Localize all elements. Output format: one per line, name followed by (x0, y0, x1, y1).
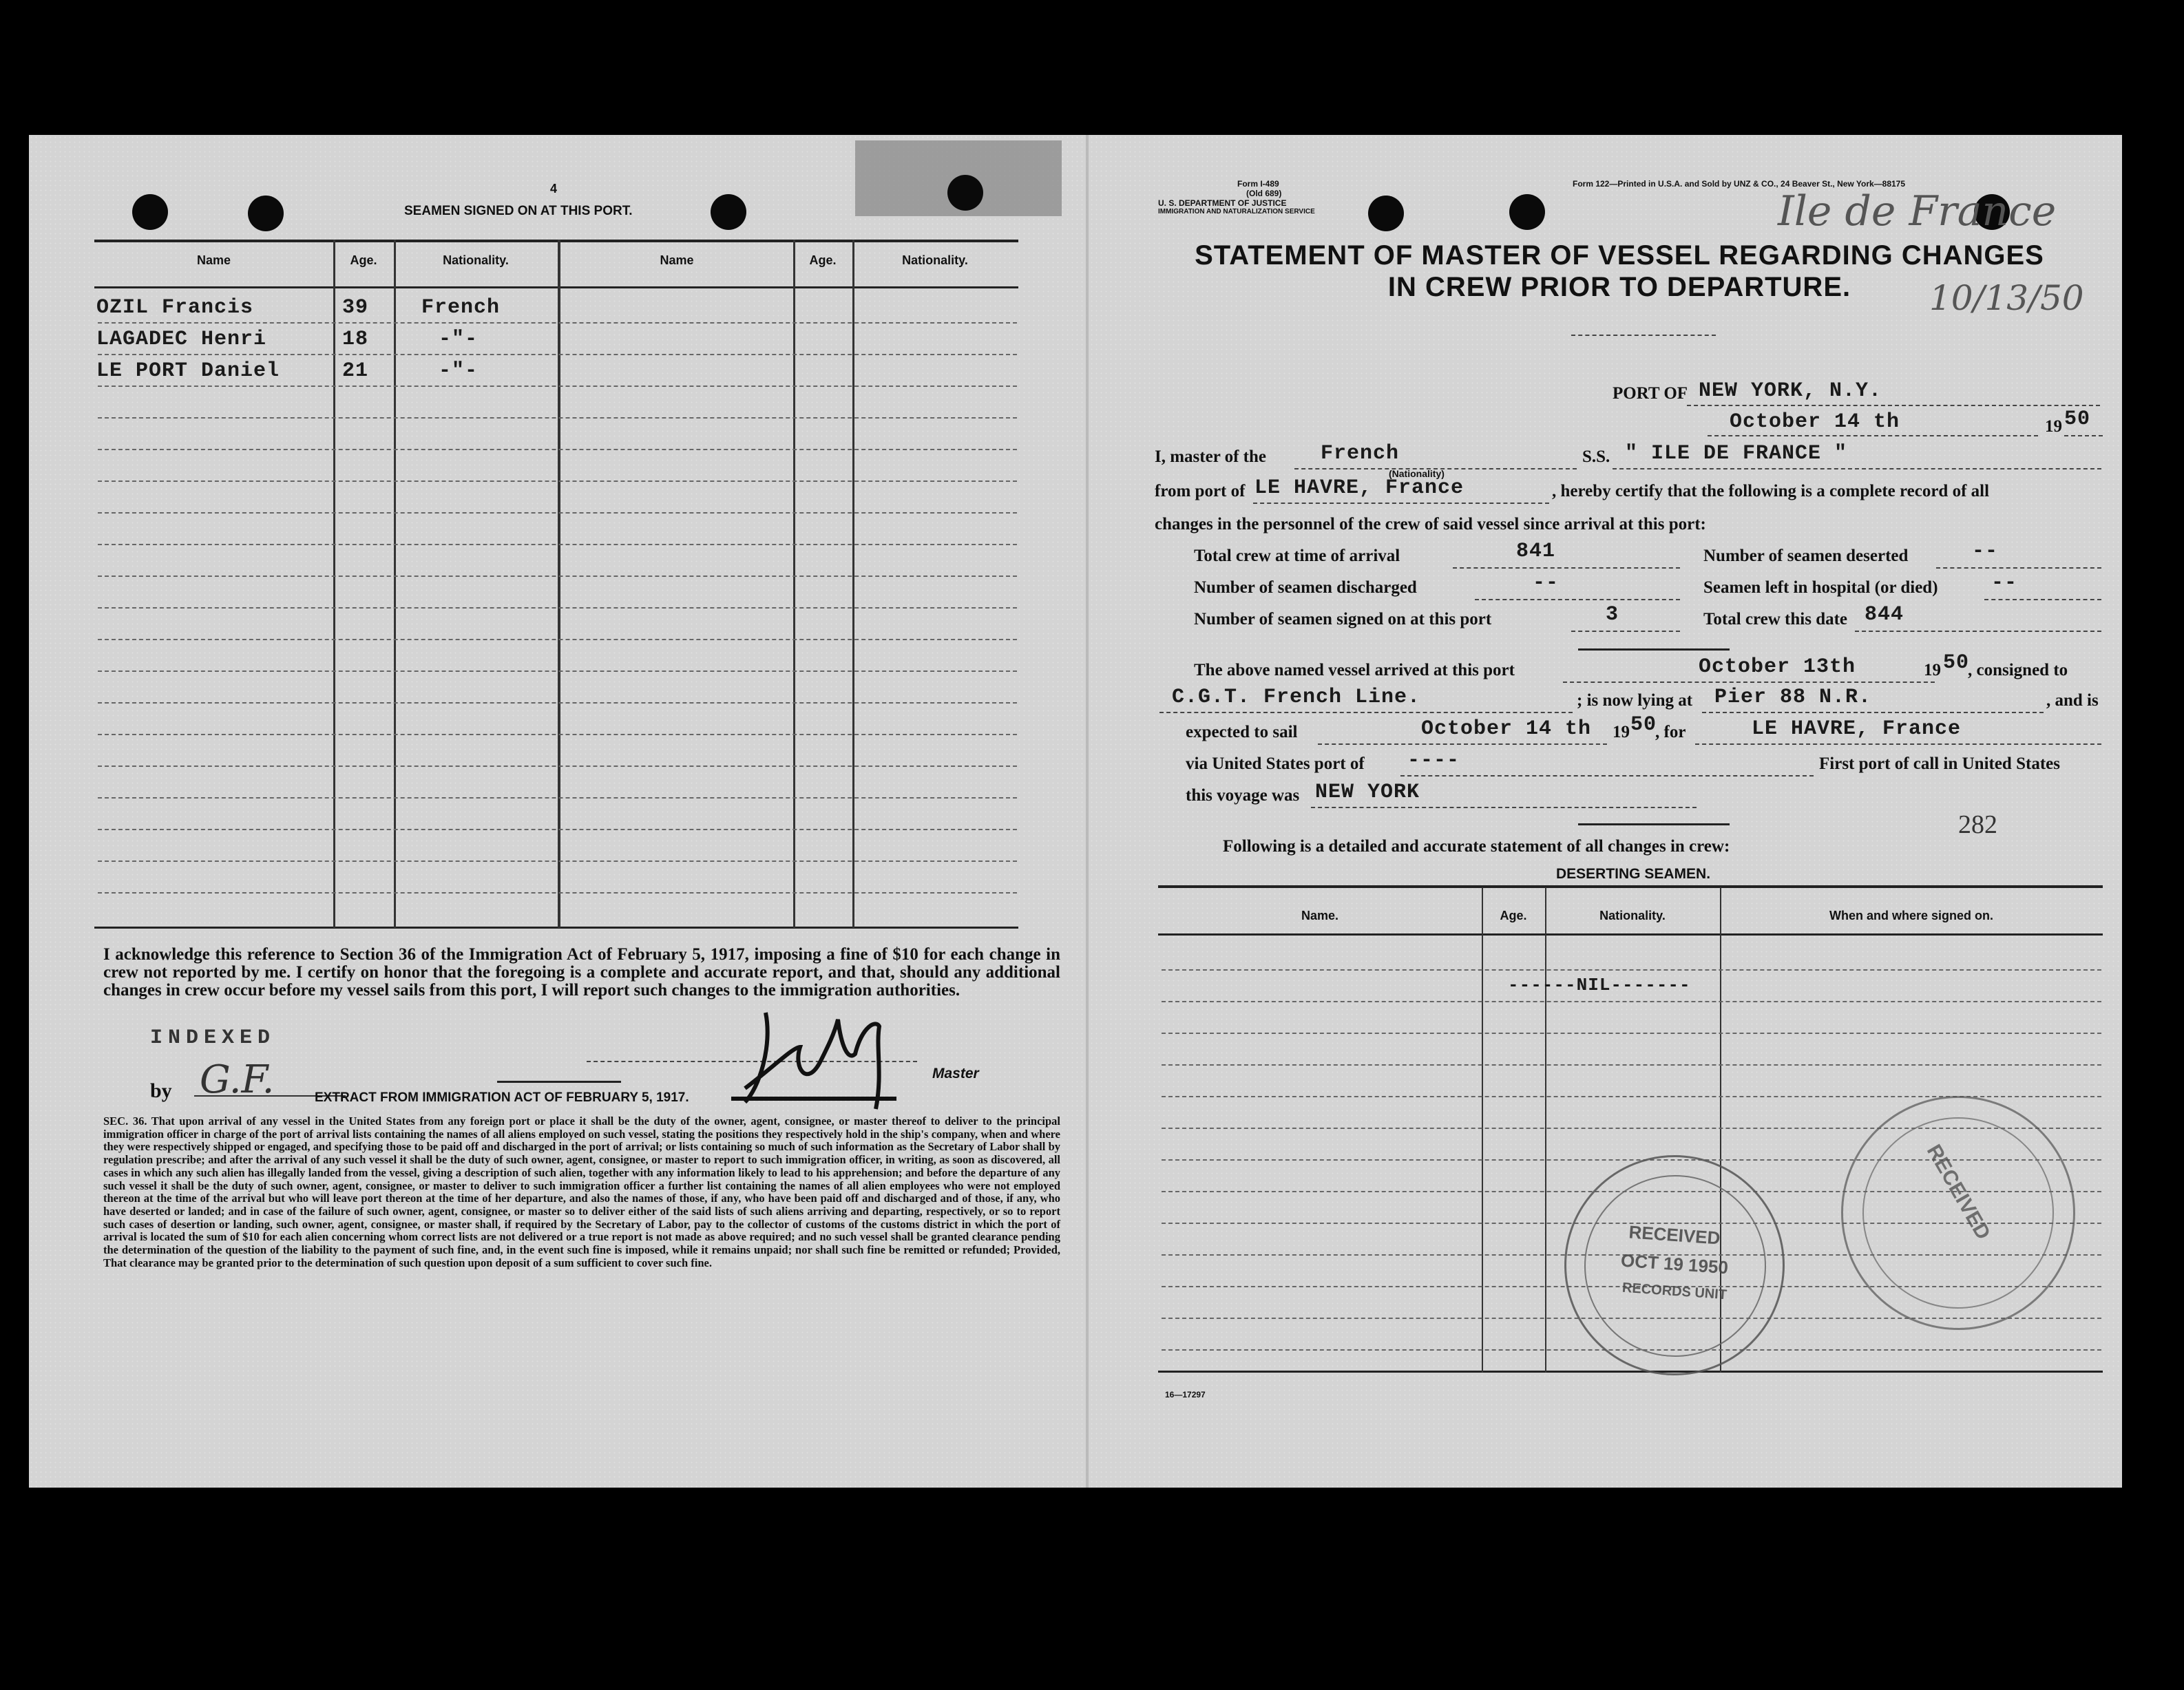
received-stamp (1564, 1155, 1785, 1375)
date-value: October 14 th (1730, 410, 1900, 434)
expected-year-label: 19 (1613, 723, 1630, 741)
acknowledgement-text: I acknowledge this reference to Section 36 of the Immigration Act of February 5, 1917, imposing a fine of $10 for each change in crew not reported by me. I certify on honor that the foregoing is a complete and accurate report, and that, should any additional changes in crew occur before my vessel sails from this port, I will report such changes to the immigration authorities. (103, 945, 1060, 1000)
voyage-value: NEW YORK (1315, 781, 1420, 804)
table-rule (1162, 1064, 2101, 1066)
deserting-title: DESERTING SEAMEN. (1556, 866, 1711, 882)
total-crew-date-value: 844 (1865, 603, 1904, 626)
lying-label: ; is now lying at (1577, 691, 1693, 710)
table-rule (98, 860, 1017, 862)
consignee-value: C.G.T. French Line. (1172, 686, 1421, 709)
punch-hole (1509, 194, 1545, 230)
table-rule (98, 385, 1017, 387)
indexed-stamp: INDEXED (150, 1026, 276, 1050)
indexed-by-label: by (150, 1079, 172, 1102)
first-port-label: First port of call in United States (1819, 754, 2060, 773)
table-rule (98, 512, 1017, 514)
table-rule (98, 829, 1017, 830)
total-crew-date-label: Total crew this date (1703, 610, 1848, 629)
table-rule (98, 354, 1017, 355)
via-label: via United States port of (1186, 754, 1365, 773)
table-row-nationality: French (421, 296, 501, 319)
for-label: , for (1655, 723, 1686, 741)
handwritten-vessel-name: Ile de France (1778, 187, 2057, 235)
table-row-nationality: -"- (439, 328, 479, 351)
hospital-label: Seamen left in hospital (or died) (1703, 578, 1938, 597)
seamen-deserted-label: Number of seamen deserted (1703, 547, 1909, 565)
section-36-text: SEC. 36. That upon arrival of any vessel in the United States from any foreign port or place it shall be the duty of the owner, agent, consignee, or master thereof to deliver to the principal immigration officer in charge of the port of arrival lists containing the names of all aliens employed on such vessel, stating the positions they respectively hold in the ship's company, when and where they were respectively shipped or engaged, and specifying those to be paid off and discharged in the port of arrival; or lists containing so much of such information as the Secretary of Labor shall by regulation prescribe; and after the arrival of any such vessel it shall be the duty of such owner, agent, consignee, or master to report to such immigration officer, in writing, as soon as discovered, all cases in which any such alien has illegally landed from the vessel, giving a description of such alien, together with any information likely to lead to his apprehension; and before the departure of any such vessel it shall be the duty of such owner, agent, consignee, or master to deliver to such immigration officer a further list containing the names of all alien employees who were not employed thereon at the time of the arrival but who will leave port thereon at the time of her departure, and also the names of those, if any, who have been paid off and discharged and of those, if any, who have deserted or landed; and in case of the failure of such owner, agent, consignee, or master so to deliver either of the said lists of such aliens arriving and departing, respectively, or so to report such cases of desertion or landing, such owner, agent, consignee, or master shall, if required by the Secretary of Labor, pay to the collector of customs of the customs district in which the port of arrival is located the sum of $10 for each alien concerning whom correct lists are not delivered or a true report is not made as above required; and no such vessel shall be granted clearance pending the determination of the question of the liability to the payment of such fine, and, in the event such fine is imposed, while it remains unpaid; nor shall such fine be remitted or refunded; Provided, That clearance may be granted prior to the determination of such question upon deposit of a sum sufficient to cover such fine. (103, 1115, 1060, 1269)
master-of-label: I, master of the (1155, 447, 1266, 466)
signed-on-label: Number of seamen signed on at this port (1194, 610, 1492, 629)
table-rule (1162, 1001, 2101, 1002)
nationality-caption: (Nationality) (1389, 468, 1445, 479)
port-of-value: NEW YORK, N.Y. (1699, 379, 1882, 403)
nationality-value: French (1321, 442, 1400, 465)
col-header-name-2: Name (660, 253, 694, 267)
table-row-name: OZIL Francis (96, 296, 254, 319)
seamen-discharged-label: Number of seamen discharged (1194, 578, 1417, 597)
page-fold (1086, 135, 1089, 1488)
table-rule (98, 544, 1017, 545)
from-port-value: LE HAVRE, France (1254, 476, 1464, 500)
form-old-number: (Old 689) (1246, 189, 1282, 198)
expected-value: October 14 th (1421, 717, 1592, 741)
table-rule (98, 892, 1017, 894)
statement-title-line1: STATEMENT OF MASTER OF VESSEL REGARDING CHANGES (1195, 240, 2044, 271)
master-signature (717, 1006, 917, 1123)
arrived-value: October 13th (1699, 655, 1856, 679)
desert-col-nationality: Nationality. (1599, 909, 1666, 922)
received-stamp-title: RECEIVED (1628, 1221, 1721, 1249)
following-text: Following is a detailed and accurate statement of all changes in crew: (1223, 837, 1730, 856)
col-header-nationality: Nationality. (443, 253, 509, 267)
handwritten-date: 10/13/50 (1929, 278, 2084, 318)
nil-entry: ------NIL------- (1508, 975, 1691, 995)
form-number: Form I-489 (1237, 179, 1279, 189)
seamen-discharged-value: -- (1533, 571, 1560, 595)
indexed-initials: G.F. (200, 1057, 275, 1102)
date-year-label: 19 (2045, 417, 2062, 436)
table-row-age: 21 (342, 359, 369, 383)
certify-text: , hereby certify that the following is a complete record of all (1552, 482, 1990, 500)
seamen-deserted-value: -- (1972, 540, 1999, 563)
left-header-title: SEAMEN SIGNED ON AT THIS PORT. (404, 204, 633, 218)
arrived-year-label: 19 (1924, 661, 1941, 679)
ss-label: S.S. (1582, 447, 1610, 466)
desert-col-age: Age. (1500, 909, 1527, 922)
changes-text: changes in the personnel of the crew of said vessel since arrival at this port: (1155, 515, 1706, 534)
total-crew-arrival-value: 841 (1516, 540, 1556, 563)
port-of-label: PORT OF (1613, 384, 1688, 403)
printer-note: Form 122—Printed in U.S.A. and Sold by UNZ & CO., 24 Beaver St., New York—88175 (1573, 179, 1906, 189)
signed-on-value: 3 (1606, 603, 1619, 626)
table-rule (98, 734, 1017, 735)
punch-hole (248, 196, 284, 231)
date-year-value: 50 (2064, 408, 2091, 431)
table-row-nationality: -"- (439, 359, 479, 383)
received-stamp-2-title: RECEIVED (1922, 1141, 1995, 1244)
ship-name-value: " ILE DE FRANCE " (1625, 442, 1848, 465)
footer-code: 16—17297 (1165, 1390, 1206, 1399)
table-rule (98, 607, 1017, 609)
page-number: 4 (550, 182, 558, 196)
punch-hole (132, 194, 168, 230)
department-name: U. S. DEPARTMENT OF JUSTICE (1158, 198, 1287, 208)
lying-value: Pier 88 N.R. (1714, 686, 1872, 709)
total-crew-arrival-label: Total crew at time of arrival (1194, 547, 1400, 565)
table-rule (98, 702, 1017, 704)
desert-col-name: Name. (1301, 909, 1339, 922)
table-rule (98, 797, 1017, 799)
and-is-label: , and is (2046, 691, 2099, 710)
table-rule (98, 322, 1017, 324)
consigned-label: , consigned to (1968, 661, 2068, 679)
col-header-nationality-2: Nationality. (902, 253, 968, 267)
file-number: 282 (1958, 810, 1997, 839)
for-value: LE HAVRE, France (1752, 717, 1962, 741)
received-stamp-2 (1841, 1096, 2075, 1330)
from-port-label: from port of (1155, 482, 1246, 500)
expected-year-value: 50 (1630, 713, 1657, 737)
punch-hole (947, 175, 983, 211)
received-stamp-date: OCT 19 1950 (1620, 1249, 1729, 1278)
table-rule (98, 480, 1017, 482)
col-header-age-2: Age. (809, 253, 837, 267)
table-rule (98, 670, 1017, 672)
table-rule (98, 765, 1017, 767)
table-rule (1162, 969, 2101, 971)
expected-label: expected to sail (1186, 723, 1298, 741)
table-row-age: 39 (342, 296, 369, 319)
table-row-name: LE PORT Daniel (96, 359, 280, 383)
arrived-year-value: 50 (1943, 651, 1970, 675)
statement-title-line2: IN CREW PRIOR TO DEPARTURE. (1387, 272, 1851, 302)
extract-title: EXTRACT FROM IMMIGRATION ACT OF FEBRUARY 5, 1917. (315, 1090, 689, 1105)
table-row-name: LAGADEC Henri (96, 328, 267, 351)
punch-hole (1368, 196, 1404, 231)
master-label: Master (932, 1066, 979, 1081)
via-value: ---- (1407, 749, 1460, 772)
table-rule (98, 575, 1017, 577)
table-rule (1162, 1033, 2101, 1034)
voyage-label: this voyage was (1186, 786, 1300, 805)
document-sheet (29, 135, 2122, 1488)
col-header-name: Name (196, 253, 231, 267)
desert-col-signed-on: When and where signed on. (1829, 909, 1994, 922)
table-rule (98, 639, 1017, 640)
table-row-age: 18 (342, 328, 369, 351)
col-header-age: Age. (350, 253, 377, 267)
arrived-label: The above named vessel arrived at this port (1194, 661, 1515, 679)
table-rule (98, 417, 1017, 419)
hospital-value: -- (1991, 571, 2018, 595)
service-name: IMMIGRATION AND NATURALIZATION SERVICE (1158, 208, 1315, 215)
received-stamp-unit: RECORDS UNIT (1621, 1280, 1728, 1303)
table-rule (98, 449, 1017, 450)
punch-hole (711, 194, 746, 230)
